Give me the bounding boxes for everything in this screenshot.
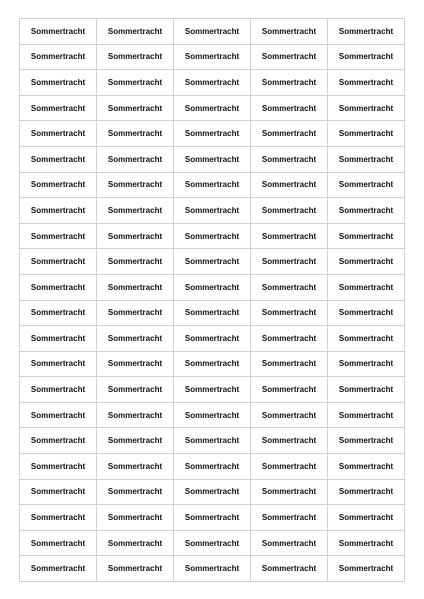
label-cell: Sommertracht: [328, 19, 405, 45]
label-cell: Sommertracht: [97, 173, 174, 199]
label-cell: Sommertracht: [251, 249, 328, 275]
label-sheet: [19, 18, 405, 582]
label-cell: Sommertracht: [328, 428, 405, 454]
label-cell: Sommertracht: [328, 70, 405, 96]
label-cell: Sommertracht: [20, 377, 97, 403]
label-cell: Sommertracht: [20, 505, 97, 531]
label-cell: Sommertracht: [97, 224, 174, 250]
label-cell: Sommertracht: [20, 428, 97, 454]
label-cell: Sommertracht: [251, 198, 328, 224]
label-cell: Sommertracht: [251, 301, 328, 327]
label-cell: Sommertracht: [174, 19, 251, 45]
label-cell: Sommertracht: [97, 121, 174, 147]
label-cell: Sommertracht: [20, 531, 97, 557]
label-cell: Sommertracht: [174, 96, 251, 122]
label-cell: Sommertracht: [174, 147, 251, 173]
label-cell: Sommertracht: [328, 403, 405, 429]
label-cell: Sommertracht: [174, 480, 251, 506]
label-cell: Sommertracht: [251, 480, 328, 506]
label-cell: Sommertracht: [174, 352, 251, 378]
label-cell: Sommertracht: [20, 454, 97, 480]
label-cell: Sommertracht: [328, 147, 405, 173]
label-cell: Sommertracht: [251, 45, 328, 71]
label-cell: Sommertracht: [328, 224, 405, 250]
label-cell: Sommertracht: [251, 428, 328, 454]
label-cell: Sommertracht: [328, 556, 405, 582]
label-cell: Sommertracht: [20, 556, 97, 582]
label-cell: Sommertracht: [174, 70, 251, 96]
label-cell: Sommertracht: [20, 352, 97, 378]
label-cell: Sommertracht: [328, 198, 405, 224]
label-cell: Sommertracht: [328, 121, 405, 147]
label-cell: Sommertracht: [251, 352, 328, 378]
label-cell: Sommertracht: [328, 326, 405, 352]
label-cell: Sommertracht: [97, 301, 174, 327]
label-cell: Sommertracht: [174, 377, 251, 403]
label-cell: Sommertracht: [174, 505, 251, 531]
label-cell: Sommertracht: [20, 275, 97, 301]
label-cell: Sommertracht: [97, 45, 174, 71]
label-cell: Sommertracht: [20, 403, 97, 429]
label-cell: Sommertracht: [174, 301, 251, 327]
label-cell: Sommertracht: [251, 505, 328, 531]
label-cell: Sommertracht: [97, 480, 174, 506]
label-cell: Sommertracht: [97, 352, 174, 378]
label-cell: Sommertracht: [97, 454, 174, 480]
label-cell: Sommertracht: [328, 454, 405, 480]
label-cell: Sommertracht: [251, 275, 328, 301]
label-cell: Sommertracht: [251, 70, 328, 96]
label-cell: Sommertracht: [328, 505, 405, 531]
label-cell: Sommertracht: [251, 147, 328, 173]
label-cell: Sommertracht: [20, 301, 97, 327]
label-cell: Sommertracht: [328, 45, 405, 71]
label-cell: Sommertracht: [20, 224, 97, 250]
label-cell: Sommertracht: [97, 377, 174, 403]
label-cell: Sommertracht: [251, 326, 328, 352]
label-cell: Sommertracht: [20, 121, 97, 147]
label-cell: Sommertracht: [174, 121, 251, 147]
label-cell: Sommertracht: [20, 480, 97, 506]
label-cell: Sommertracht: [328, 173, 405, 199]
label-cell: Sommertracht: [97, 505, 174, 531]
label-cell: Sommertracht: [174, 403, 251, 429]
label-cell: Sommertracht: [328, 377, 405, 403]
label-cell: Sommertracht: [174, 173, 251, 199]
label-cell: Sommertracht: [251, 121, 328, 147]
label-cell: Sommertracht: [174, 428, 251, 454]
label-cell: Sommertracht: [97, 428, 174, 454]
label-cell: Sommertracht: [174, 454, 251, 480]
label-cell: Sommertracht: [20, 198, 97, 224]
label-cell: Sommertracht: [251, 96, 328, 122]
label-cell: Sommertracht: [251, 224, 328, 250]
label-cell: Sommertracht: [174, 45, 251, 71]
label-cell: Sommertracht: [97, 249, 174, 275]
label-cell: Sommertracht: [251, 403, 328, 429]
label-cell: Sommertracht: [251, 531, 328, 557]
label-cell: Sommertracht: [328, 96, 405, 122]
label-cell: Sommertracht: [328, 249, 405, 275]
label-cell: Sommertracht: [20, 45, 97, 71]
label-cell: Sommertracht: [20, 326, 97, 352]
label-cell: Sommertracht: [97, 70, 174, 96]
label-cell: Sommertracht: [328, 352, 405, 378]
label-cell: Sommertracht: [174, 249, 251, 275]
label-cell: Sommertracht: [97, 198, 174, 224]
label-cell: Sommertracht: [251, 454, 328, 480]
label-cell: Sommertracht: [20, 147, 97, 173]
label-cell: Sommertracht: [97, 531, 174, 557]
label-cell: Sommertracht: [174, 275, 251, 301]
label-cell: Sommertracht: [97, 19, 174, 45]
label-cell: Sommertracht: [97, 96, 174, 122]
label-cell: Sommertracht: [328, 480, 405, 506]
label-cell: Sommertracht: [97, 147, 174, 173]
label-cell: Sommertracht: [174, 531, 251, 557]
label-cell: Sommertracht: [97, 275, 174, 301]
label-cell: Sommertracht: [251, 173, 328, 199]
label-cell: Sommertracht: [20, 173, 97, 199]
label-cell: Sommertracht: [20, 70, 97, 96]
label-cell: Sommertracht: [174, 224, 251, 250]
label-cell: Sommertracht: [174, 198, 251, 224]
label-cell: Sommertracht: [97, 403, 174, 429]
label-cell: Sommertracht: [328, 275, 405, 301]
label-cell: Sommertracht: [174, 556, 251, 582]
label-cell: Sommertracht: [251, 19, 328, 45]
label-cell: Sommertracht: [20, 19, 97, 45]
label-cell: Sommertracht: [20, 96, 97, 122]
label-cell: Sommertracht: [328, 531, 405, 557]
label-cell: Sommertracht: [328, 301, 405, 327]
label-cell: Sommertracht: [97, 556, 174, 582]
label-cell: Sommertracht: [174, 326, 251, 352]
label-cell: Sommertracht: [20, 249, 97, 275]
label-cell: Sommertracht: [97, 326, 174, 352]
label-cell: Sommertracht: [251, 556, 328, 582]
label-cell: Sommertracht: [251, 377, 328, 403]
